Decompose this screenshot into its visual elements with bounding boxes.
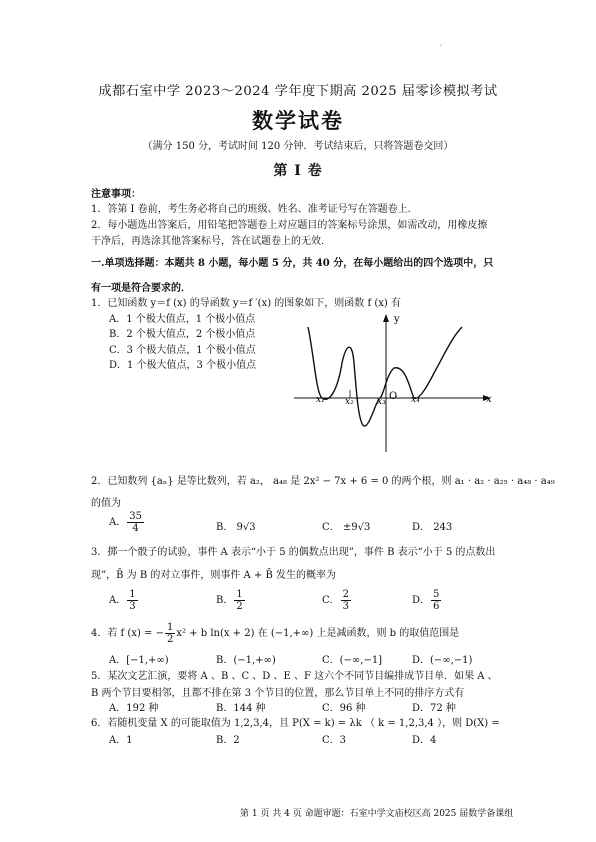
q3-option-b: B． $\frac{1}{2}$ [216, 589, 243, 612]
exam-title: 数学试卷 [252, 108, 344, 133]
corner-mark: ' [440, 44, 442, 52]
notes-item: 1．答第 I 卷前，考生务必将自己的班级、姓名、准考证号写在答题卷上． [91, 204, 418, 215]
origin-label: O [389, 391, 398, 402]
q3-option-a: A． $\frac{1}{3}$ [109, 589, 136, 612]
q6-option-b: B．2 [216, 735, 240, 746]
q2-option-c: C． ±9√3 [322, 522, 371, 533]
q6-option-d: D．4 [412, 735, 437, 746]
q4-option-b: B．(−1,+∞) [216, 655, 276, 666]
q3-stem: 3．掷一个骰子的试验，事件 A 表示“小于 5 的偶数点出现”，事件 B 表示“小于 5 的点数出 [91, 547, 496, 558]
q2-option-b: B． 9√3 [216, 522, 256, 533]
q5-stem-cont: B 两个节目要相邻，且都不排在第 3 个节目的位置，那么节目单上不同的排序方式有 [91, 688, 465, 699]
x4-label: x₄ [411, 395, 420, 405]
q1-stem: 1．已知函数 y＝f (x) 的导函数 y＝f ′(x) 的图象如下，则函数 f (x) 有 [91, 298, 401, 309]
q1-option-d: D．1 个极大值点，3 个极小值点 [109, 360, 257, 371]
page-footer: 第 1 页 共 4 页 命题审题：石室中学文庙校区高 2025 届数学备课组 [240, 809, 514, 819]
q3-option-c: C． $\frac{2}{3}$ [322, 589, 350, 612]
section-heading: 一.单项选择题：本题共 8 小题，每小题 5 分，共 40 分，在每小题给出的四个选项中，只 [91, 258, 494, 269]
x1-label: x₁ [316, 395, 325, 405]
notes-title: 注意事项： [91, 189, 141, 200]
q3-stem-cont: 现”，B̄ 为 B 的对立事件，则事件 A + B̄ 发生的概率为 [91, 570, 337, 581]
volume-title: 第 I 卷 [273, 163, 323, 179]
q6-stem: 6．若随机变量 X 的可能取值为 1,2,3,4，且 P(X = k) = λk （ k = 1,2,3,4 ），则 D(X) = [91, 718, 500, 729]
q6-option-a: A．1 [109, 735, 133, 746]
q6-option-c: C．3 [322, 735, 347, 746]
y-axis-label: y [394, 314, 400, 325]
q2-stem: 2．已知数列 {aₙ} 是等比数列，若 a₂， a₄₈ 是 2x² − 7x + 6 = 0 的两个根，则 a₁ · a₂ · a₂₅ · a₄₈ · a₄₉ [91, 476, 555, 487]
x2-label: x₂ [345, 397, 354, 407]
q1-option-b: B．2 个极大值点，2 个极小值点 [109, 329, 256, 340]
q2-option-a: A． $\frac{35}{4}$ [109, 511, 142, 534]
q5-option-b: B．144 种 [216, 703, 266, 714]
q5-stem: 5．某次文艺汇演，要将 A 、B 、C 、D 、E 、F 这六个不同节目编排成节目单．如果 A 、 [91, 671, 498, 682]
q1-option-a: A．1 个极大值点，1 个极小值点 [109, 314, 256, 325]
exam-subtitle: （满分 150 分，考试时间 120 分钟．考试结束后，只将答题卷交回） [142, 141, 454, 152]
x-axis-label: x [486, 394, 492, 405]
q5-option-d: D．72 种 [412, 703, 456, 714]
q1-derivative-graph [290, 305, 500, 455]
notes-item: 干净后，再选涂其他答案标号，答在试题卷上的无效． [91, 236, 331, 247]
school-title: 成都石室中学 2023～2024 学年度下期高 2025 届零诊模拟考试 [98, 84, 498, 99]
q4-option-c: C．(−∞,−1] [322, 655, 383, 666]
q3-option-d: D． $\frac{5}{6}$ [412, 589, 440, 612]
derivative-curve [308, 327, 462, 426]
q4-option-a: A．[−1,+∞) [109, 655, 169, 666]
q5-option-a: A．192 种 [109, 703, 159, 714]
section-heading-cont: 有一项是符合要求的． [91, 283, 191, 294]
q1-option-c: C．3 个极大值点，1 个极小值点 [109, 345, 256, 356]
q4-option-d: D．(−∞,−1) [412, 655, 473, 666]
q4-stem: 4．若 f (x) = − $\frac{1}{2}$ x² + b ln(x + 2) 在 (−1,+∞) 上是减函数，则 b 的取值范围是 [91, 622, 460, 645]
notes-item: 2．每小题选出答案后，用铅笔把答题卷上对应题目的答案标号涂黑，如需改动，用橡皮擦 [91, 220, 488, 231]
q5-option-c: C．96 种 [322, 703, 366, 714]
q2-stem-cont: 的值为 [91, 498, 121, 509]
x3-label: x₃ [377, 397, 386, 407]
q2-option-d: D． 243 [412, 522, 453, 533]
